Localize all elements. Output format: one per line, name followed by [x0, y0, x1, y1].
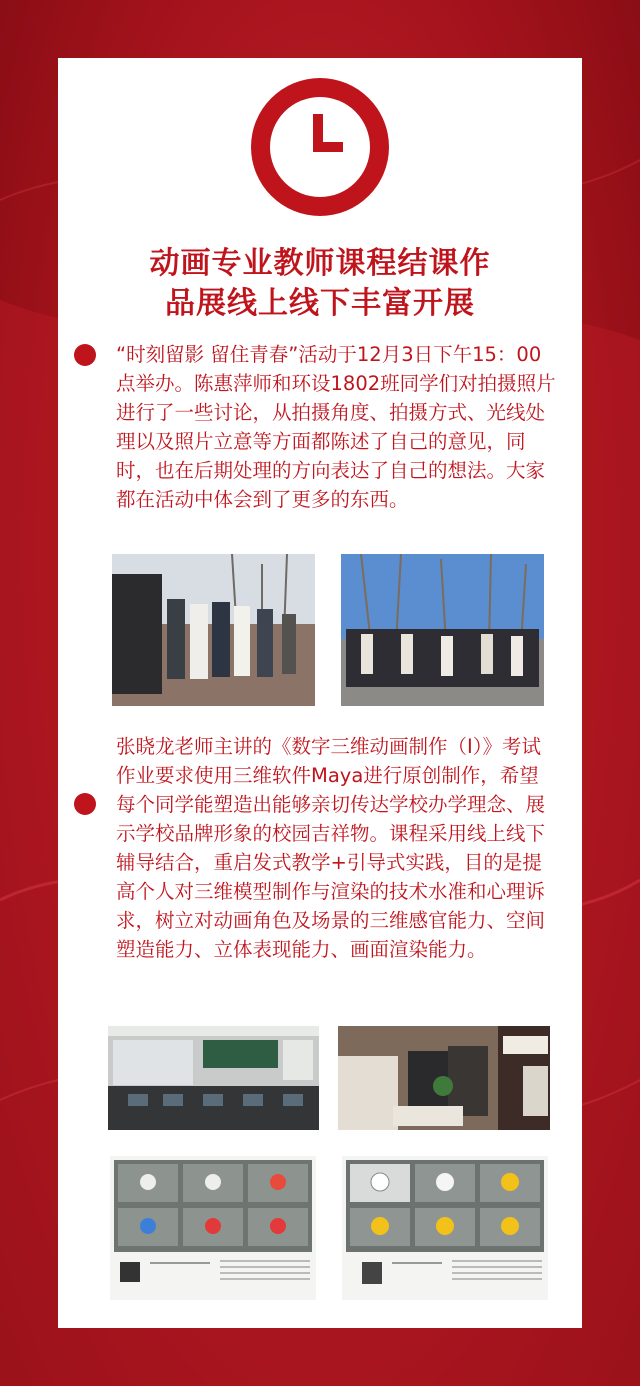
bullet-dot — [74, 793, 96, 815]
mascot-sheet-2 — [342, 1156, 548, 1300]
section1-paragraph: “时刻留影 留住青春”活动于12月3日下午15：00点举办。陈惠萍师和环设1802班同学们对拍摄照片进行了一些讨论，从拍摄角度、拍摄方式、光线处理以及照片立意等方面都陈述了自己的意见，同时，也在后期处理的方向表达了自己的想法。大家都在活动中体会到了更多的东西。 — [116, 343, 556, 511]
section2-paragraph: 张晓龙老师主讲的《数字三维动画制作（I）》考试作业要求使用三维软件Maya进行原创制作，希望每个同学能塑造出能够亲切传达学校办学理念、展示学校品牌形象的校园吉祥物。课程采用线上线下辅导结合，重启发式教学+引导式实践，目的是提高个人对三维模型制作与渲染的技术水准和心理诉求，树立对动画角色及场景的三维感官能力、空间塑造能力、立体表现能力、画面渲染能力。 — [116, 735, 546, 961]
bullet-dot — [74, 344, 96, 366]
discussion-photo — [338, 1026, 550, 1130]
page-title — [78, 244, 562, 324]
group-photo-1 — [341, 554, 544, 706]
mascot-sheet-1 — [110, 1156, 316, 1300]
clock-icon — [251, 78, 389, 216]
title-line-2: 品展线上线下丰富开展 — [165, 286, 475, 321]
title-line-1: 动画专业教师课程结课作 — [149, 246, 491, 281]
content-card — [58, 58, 582, 1328]
classroom-photo — [108, 1026, 319, 1130]
outdoor-photo-1 — [112, 554, 315, 706]
